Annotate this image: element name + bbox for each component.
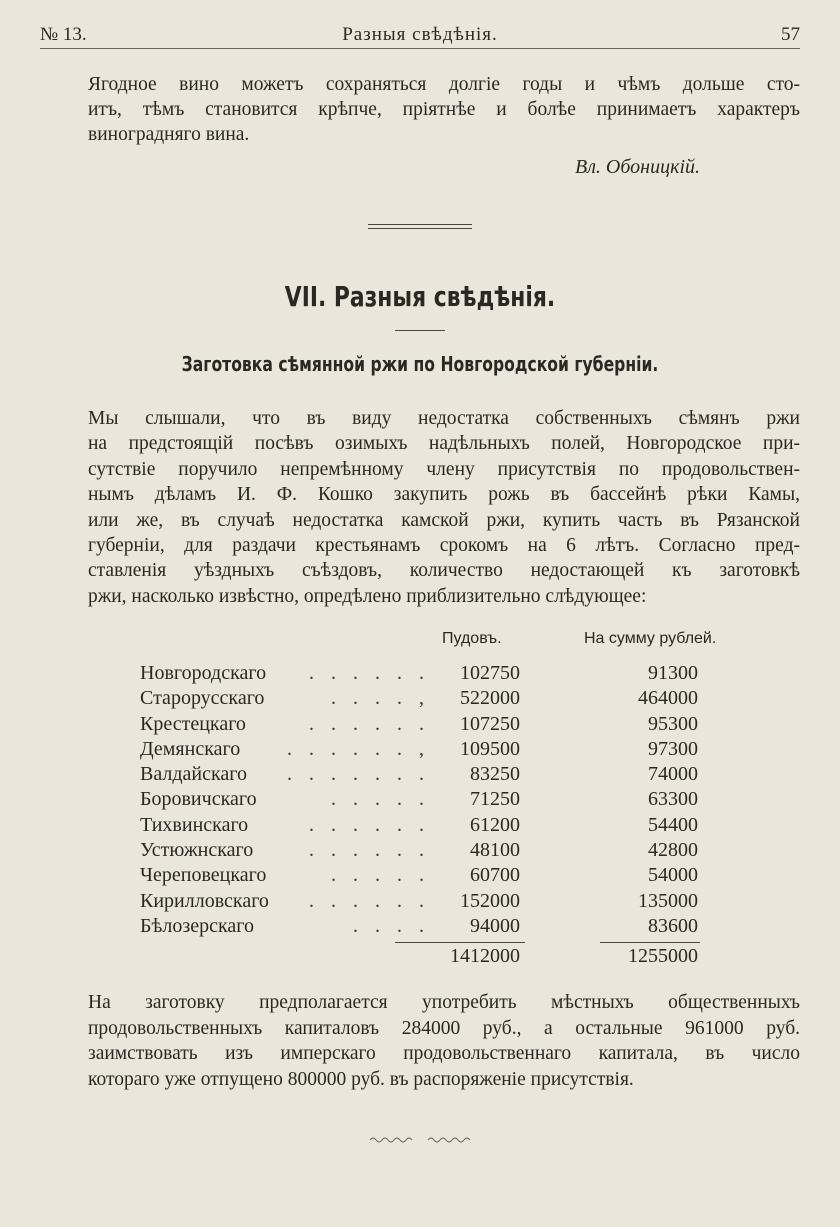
leader-dots: . . . . . .	[309, 712, 430, 735]
puds-value: 107250	[460, 712, 520, 735]
table-row	[140, 763, 760, 788]
total-rule-sum	[600, 942, 700, 943]
body-paragraph-1	[88, 406, 800, 609]
intro-paragraph	[88, 72, 800, 147]
sum-value: 54400	[648, 813, 698, 836]
running-header	[40, 24, 800, 50]
body-line: или же, въ случаѣ недостатка камской ржи, купить часть въ Рязанской	[88, 509, 800, 531]
leader-dots: . . . . .	[331, 864, 430, 887]
body-line: заимствовать изъ имперскаго продовольственнаго капитала, въ число	[88, 1043, 800, 1064]
totals-row	[140, 945, 760, 971]
total-rule-puds	[395, 942, 525, 943]
intro-line: виноградняго вина.	[88, 124, 250, 145]
sum-value: 54000	[648, 864, 698, 887]
total-sum: 1255000	[628, 945, 698, 967]
body-paragraph-2	[88, 990, 800, 1092]
table-row	[140, 662, 760, 687]
table-row	[140, 687, 760, 712]
district-name: Старорусскаго	[140, 687, 265, 710]
body-line: На заготовку предполагается употребить мѣстныхъ общественныхъ	[88, 992, 800, 1013]
table-row	[140, 814, 760, 839]
leader-dots: . . . . . . .	[287, 763, 430, 786]
district-name: Демянскаго	[140, 737, 241, 760]
table-row	[140, 915, 760, 940]
puds-value: 61200	[470, 813, 520, 836]
district-table	[140, 662, 760, 940]
district-name: Кирилловскаго	[140, 889, 269, 912]
district-name: Череповецкаго	[140, 864, 267, 887]
puds-value: 522000	[460, 687, 520, 710]
leader-dots: . . . .	[353, 914, 430, 937]
puds-value: 48100	[470, 839, 520, 862]
puds-value: 152000	[460, 889, 520, 912]
sum-value: 464000	[638, 687, 698, 710]
table-row	[140, 890, 760, 915]
body-line: ржи, насколько извѣстно, опредѣлено приблизительно слѣдующее:	[88, 585, 647, 607]
body-line: продовольственныхъ капиталовъ 284000 руб., а остальные 961000 руб.	[88, 1017, 800, 1039]
intro-line: Ягодное вино можетъ сохраняться долгіе годы и чѣмъ дольше сто-	[88, 74, 800, 95]
puds-value: 83250	[470, 763, 520, 786]
sum-value: 95300	[648, 712, 698, 735]
leader-dots: . . . . . . ,	[287, 737, 430, 760]
article-subtitle: Заготовка сѣмянной ржи по Новгородской губерніи.	[181, 352, 659, 376]
sum-value: 135000	[638, 889, 698, 912]
column-header-puds: Пудовъ.	[442, 630, 502, 647]
leader-dots: . . . . . .	[309, 889, 430, 912]
table-row	[140, 788, 760, 813]
sum-value: 91300	[648, 662, 698, 684]
sum-value: 97300	[648, 737, 698, 760]
body-line: нымъ дѣламъ И. Ф. Кошко закупить рожь въ бассейнѣ рѣки Камы,	[88, 484, 800, 506]
leader-dots: . . . . . .	[309, 662, 430, 684]
body-line: сутствіе поручило непремѣнному члену присутствія по продовольствен-	[88, 458, 800, 480]
district-name: Новгородскаго	[140, 662, 267, 684]
sum-value: 83600	[648, 914, 698, 937]
district-name: Тихвинскаго	[140, 813, 249, 836]
table-row	[140, 738, 760, 763]
puds-value: 94000	[470, 914, 520, 937]
total-puds: 1412000	[450, 945, 520, 967]
end-ornament	[368, 1136, 472, 1144]
table-row	[140, 864, 760, 889]
puds-value: 60700	[470, 864, 520, 887]
district-name: Бѣлозерскаго	[140, 914, 254, 937]
section-divider-ornament	[368, 224, 472, 232]
leader-dots: . . . . ,	[331, 687, 430, 710]
header-rule	[40, 48, 800, 49]
sum-value: 74000	[648, 763, 698, 786]
title-rule	[395, 330, 445, 331]
author-signature: Вл. Обоницкій.	[574, 156, 700, 178]
body-line: ставленія уѣздныхъ съѣздовъ, количество недостающей къ заготовкѣ	[88, 560, 800, 582]
issue-number: № 13.	[40, 24, 87, 45]
puds-value: 102750	[460, 662, 520, 684]
section-title: VII. Разныя свѣдѣнія.	[284, 280, 556, 313]
table-row	[140, 839, 760, 864]
body-line: на предстоящій посѣвъ озимыхъ надѣльныхъ полей, Новгородское при-	[88, 433, 800, 455]
sum-value: 63300	[648, 788, 698, 811]
leader-dots: . . . . .	[331, 788, 430, 811]
page-number: 57	[781, 24, 800, 45]
intro-line: итъ, тѣмъ становится крѣпче, пріятнѣе и болѣе принимаетъ характеръ	[88, 99, 800, 120]
district-name: Устюжнскаго	[140, 839, 254, 862]
body-line: Мы слышали, что въ виду недостатка собственныхъ сѣмянъ ржи	[88, 408, 800, 429]
running-title: Разныя свѣдѣнія.	[342, 24, 498, 45]
sum-value: 42800	[648, 839, 698, 862]
district-name: Боровичскаго	[140, 788, 257, 811]
body-line: губерніи, для раздачи крестьянамъ срокомъ на 6 лѣтъ. Согласно пред-	[88, 535, 800, 557]
puds-value: 71250	[470, 788, 520, 811]
column-header-sum: На сумму рублей.	[584, 630, 717, 647]
district-name: Валдайскаго	[140, 763, 248, 786]
puds-value: 109500	[460, 737, 520, 760]
leader-dots: . . . . . .	[309, 813, 430, 836]
table-row	[140, 713, 760, 738]
leader-dots: . . . . . .	[309, 839, 430, 862]
body-line: котораго уже отпущено 800000 руб. въ распоряженіе присутствія.	[88, 1068, 634, 1090]
district-name: Крестецкаго	[140, 712, 246, 735]
